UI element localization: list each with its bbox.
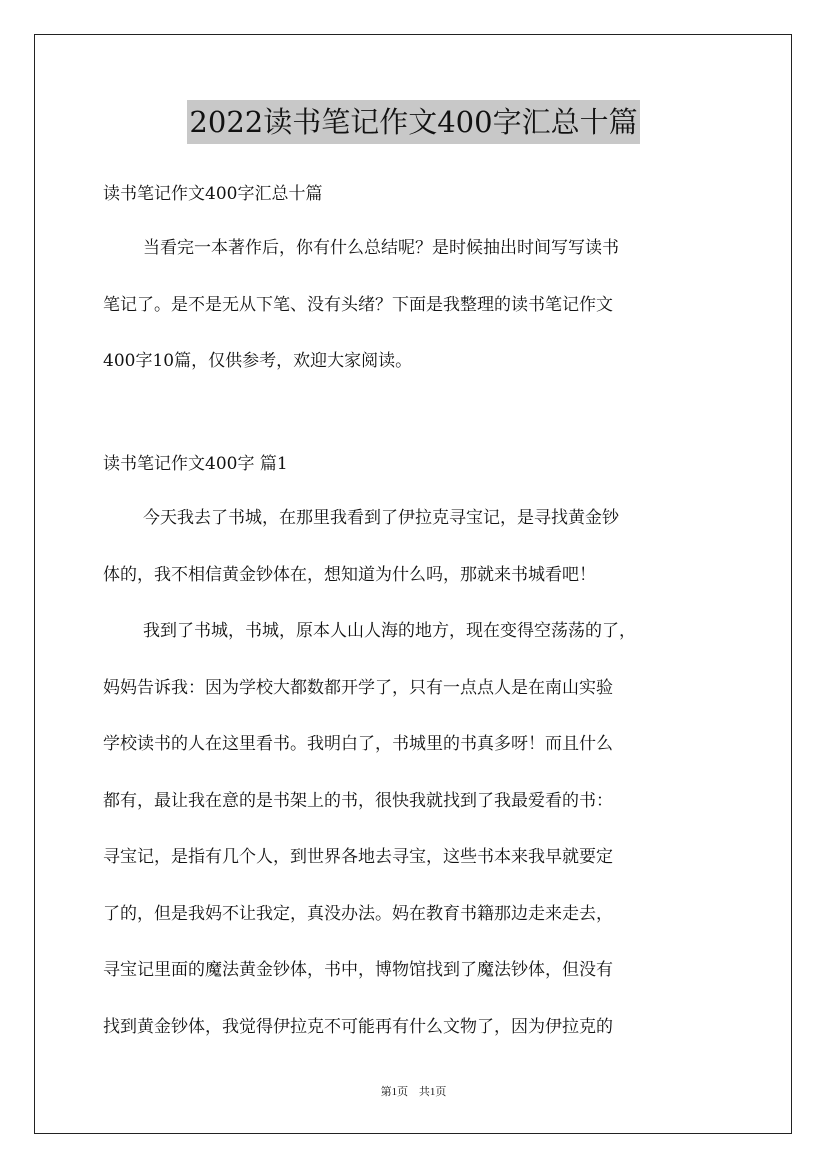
- article-line: 找到黄金钞体，我觉得伊拉克不可能再有什么文物了，因为伊拉克的: [103, 1016, 613, 1037]
- document-subtitle: 读书笔记作文400字汇总十篇: [103, 184, 323, 204]
- article-line: 寻宝记，是指有几个人，到世界各地去寻宝，这些书本来我早就要定: [103, 847, 613, 867]
- article-line: 我到了书城，书城，原本人山人海的地方，现在变得空荡荡的了，: [143, 621, 636, 641]
- page-footer: [0, 1083, 827, 1099]
- article-line: 妈妈告诉我：因为学校大都数都开学了，只有一点点人是在南山实验: [103, 677, 613, 698]
- article-body: [103, 490, 733, 1055]
- page-number: 第1页: [380, 1086, 409, 1098]
- article-line: 都有，最让我在意的是书架上的书，很快我就找到了我最爱看的书：: [103, 790, 613, 811]
- article-line: 寻宝记里面的魔法黄金钞体，书中，博物馆找到了魔法钞体，但没有: [103, 960, 613, 980]
- document-title: 2022读书笔记作文400字汇总十篇: [187, 100, 639, 144]
- intro-line: 当看完一本著作后，你有什么总结呢？是时候抽出时间写写读书: [143, 238, 619, 258]
- intro-paragraph: [103, 220, 733, 390]
- page-total: 共1页: [418, 1086, 447, 1098]
- title-area: [0, 100, 827, 144]
- intro-line: 笔记了。是不是无从下笔、没有头绪？下面是我整理的读书笔记作文: [103, 294, 613, 315]
- article-line: 了的，但是我妈不让我定，真没办法。妈在教育书籍那边走来走去，: [103, 903, 613, 924]
- article-line: 学校读书的人在这里看书。我明白了，书城里的书真多呀！而且什么: [103, 734, 613, 754]
- section-heading: 读书笔记作文400字 篇1: [103, 454, 288, 474]
- article-line: 体的，我不相信黄金钞体在，想知道为什么吗，那就来书城看吧！: [103, 564, 596, 585]
- intro-line: 400字10篇，仅供参考，欢迎大家阅读。: [103, 351, 413, 371]
- article-line: 今天我去了书城，在那里我看到了伊拉克寻宝记，是寻找黄金钞: [143, 508, 619, 528]
